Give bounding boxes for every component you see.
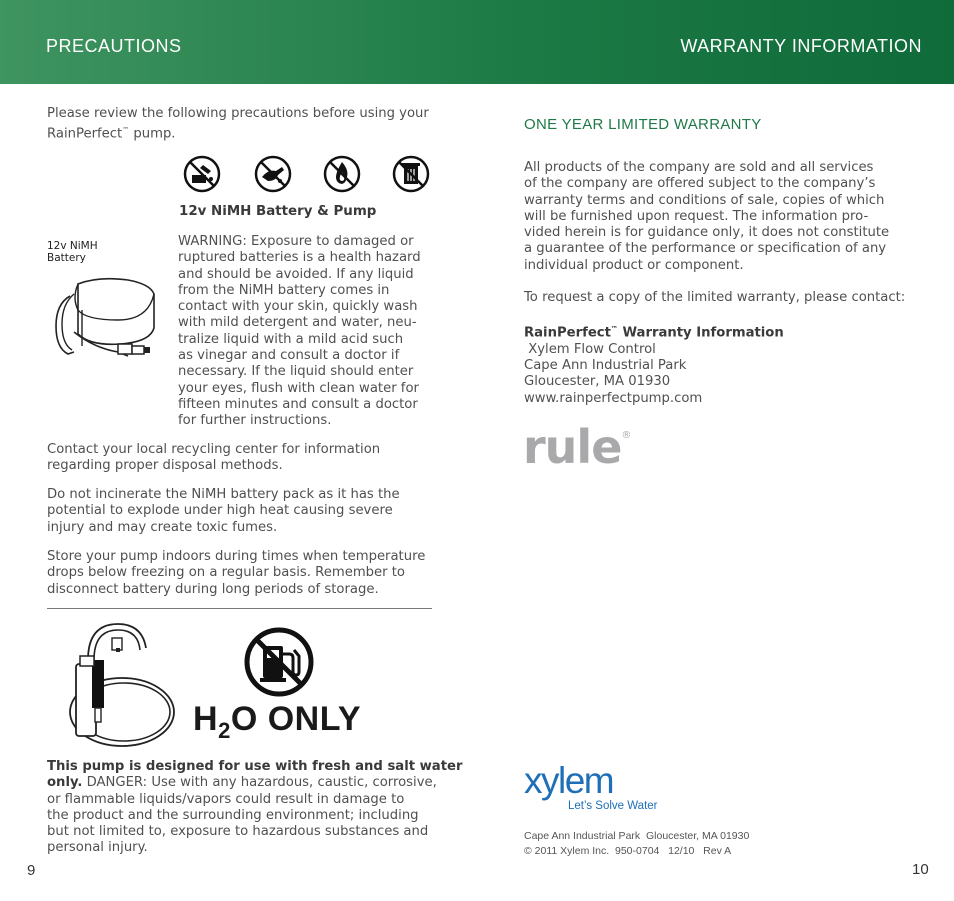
danger-text: This pump is designed for use with fresh and salt water only. DANGER: Use with any hazardous, caustic, corrosive, or flammable liquids/vapors could result in damage to the product and the surrounding environment; including but not limited to, exposure to hazardous substances and personal injury. [47, 759, 463, 856]
h2o-only-label: $H_2O$ ONLY [193, 700, 362, 743]
battery-illustration [52, 276, 162, 366]
header-bar [0, 0, 954, 84]
no-trash-icon [392, 155, 430, 193]
precautions-title: PRECAUTIONS [46, 36, 182, 56]
warranty-info-title: WARRANTY INFORMATION [680, 36, 922, 56]
website-link[interactable]: www.rainperfectpump.com [524, 390, 703, 406]
battery-heading: 12v NiMH Battery & Pump [179, 204, 377, 219]
rule-logo: rule® [523, 420, 631, 474]
no-chemicals-icon [183, 155, 221, 193]
request-text: To request a copy of the limited warranty, please contact: [524, 290, 906, 305]
recycle-text: Contact your local recycling center for information regarding proper disposal methods. [47, 442, 381, 474]
footer-address: Cape Ann Industrial Park Gloucester, MA 01930 © 2011 Xylem Inc. 950-0704 12/10 Rev A [524, 830, 750, 857]
no-hand-contact-icon [254, 155, 292, 193]
warranty-heading: ONE YEAR LIMITED WARRANTY [524, 116, 762, 133]
no-fuel-icon [243, 626, 315, 698]
section-divider [47, 608, 432, 609]
battery-label: 12v NiMH Battery [47, 240, 98, 264]
pump-illustration [62, 620, 182, 748]
warranty-body: All products of the company are sold and all services of the company are offered subject to the company’s warranty terms and conditions of sale, copies of which will be furnished upon request. The information pro- vided herein is for guidance only, it does not constitute a guarantee of the performance or specification of any individual product or component. [524, 160, 890, 273]
contact-block: RainPerfect™ Warranty Information Xylem Flow Control Cape Ann Industrial Park Gloucester, MA 01930 www.rainperfectpump.com [524, 325, 784, 406]
no-fire-icon [323, 155, 361, 193]
xylem-logo: xylem [524, 760, 614, 801]
storage-text: Store your pump indoors during times when temperature drops below freezing on a regular basis. Remember to disconnect battery during long periods of storage. [47, 549, 426, 597]
page-number-left: 9 [27, 862, 36, 879]
intro-text: Please review the following precautions before using your RainPerfect™ pump. [47, 106, 429, 142]
page-number-right: 10 [912, 861, 929, 878]
xylem-tagline: Let’s Solve Water [568, 800, 658, 812]
warning-text: WARNING: Exposure to damaged or ruptured batteries is a health hazard and should be avoided. If any liquid from the NiMH battery comes in contact with your skin, quickly wash with mild detergent and water, neu- tralize liquid with a mild acid such as vinegar and consult a doctor if necessary. If the liquid should enter your eyes, flush with clean water for fifteen minutes and consult a doctor for further instructions. [178, 234, 421, 429]
incinerate-text: Do not incinerate the NiMH battery pack as it has the potential to explode under high heat causing severe injury and may create toxic fumes. [47, 487, 400, 535]
